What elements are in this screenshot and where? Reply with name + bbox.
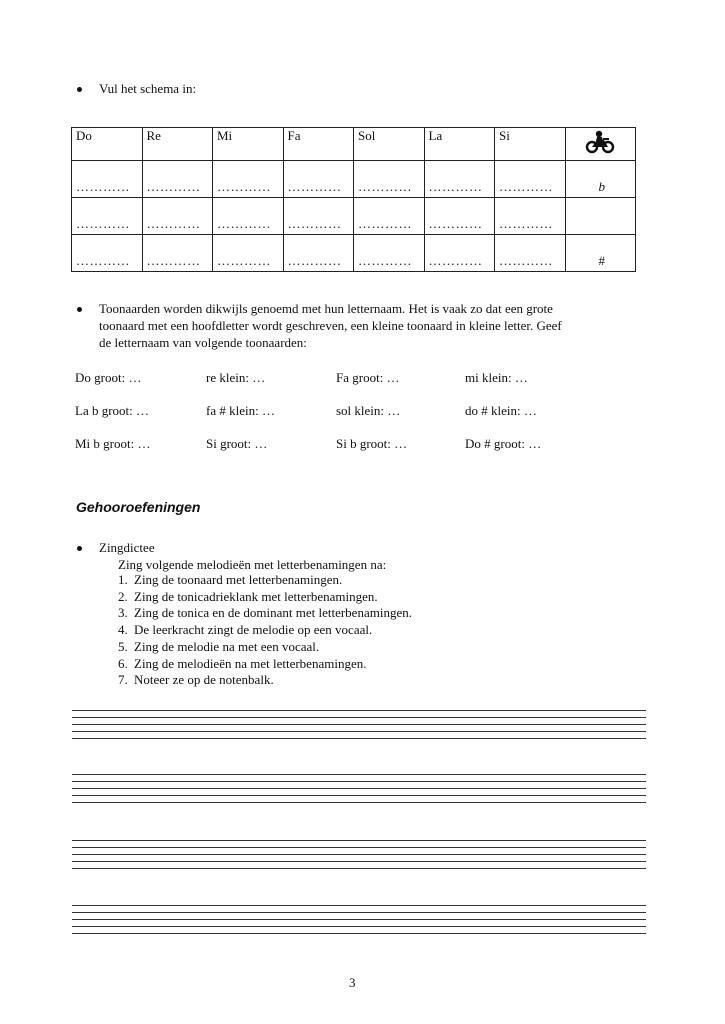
key-instruction-line-1: Toonaarden worden dikwijls genoemd met hun letternaam. Het is vaak zo dat een grote <box>99 301 553 316</box>
key-question: do # klein: … <box>465 403 537 418</box>
schema-header-icon-cell <box>565 128 636 161</box>
key-question: La b groot: … <box>75 403 150 418</box>
schema-cell-blank[interactable]: ………… <box>424 161 495 198</box>
key-question: Do groot: … <box>75 370 142 385</box>
schema-cell-blank[interactable]: ………… <box>495 198 566 235</box>
schema-cell-blank[interactable]: ………… <box>283 161 354 198</box>
note-name-schema <box>71 127 636 272</box>
schema-cell-blank[interactable]: ………… <box>495 161 566 198</box>
key-question: fa # klein: … <box>206 403 275 418</box>
flat-symbol: b <box>565 161 636 198</box>
key-question: Si groot: … <box>206 436 268 451</box>
schema-cell-blank[interactable]: ………… <box>424 235 495 272</box>
schema-header-la: La <box>424 128 495 161</box>
key-question: Fa groot: … <box>336 370 400 385</box>
schema-row-sharp <box>72 235 636 272</box>
list-item: 1. Zing de toonaard met letterbenamingen. <box>118 572 343 587</box>
list-item: 7. Noteer ze op de notenbalk. <box>118 672 274 688</box>
schema-row-flat <box>72 161 636 198</box>
key-question: re klein: … <box>206 370 266 385</box>
key-question: Do # groot: … <box>465 436 542 451</box>
dictation-intro: Zing volgende melodieën met letterbenamingen na: <box>118 557 387 572</box>
dictation-steps <box>118 572 412 689</box>
list-item: 4. De leerkracht zingt de melodie op een vocaal. <box>118 622 373 638</box>
bullet <box>77 87 82 92</box>
schema-cell-blank[interactable]: ………… <box>283 235 354 272</box>
dictation-label: Zingdictee <box>99 540 155 555</box>
schema-cell-blank[interactable]: ………… <box>142 235 213 272</box>
page-number: 3 <box>349 975 356 990</box>
key-question: mi klein: … <box>465 370 528 385</box>
schema-cell-blank[interactable]: ………… <box>142 161 213 198</box>
schema-header-mi: Mi <box>213 128 284 161</box>
bullet <box>77 307 82 312</box>
schema-header-fa: Fa <box>283 128 354 161</box>
schema-header-re: Re <box>142 128 213 161</box>
key-instruction-line-2: toonaard met een hoofdletter wordt geschreven, een kleine toonaard in kleine letter. Geef <box>99 318 562 333</box>
list-item: 5. Zing de melodie na met een vocaal. <box>118 638 320 654</box>
motorcycle-rider-icon <box>585 130 615 154</box>
schema-cell-blank[interactable]: ………… <box>72 161 143 198</box>
schema-cell-blank[interactable]: ………… <box>354 198 425 235</box>
schema-cell-blank[interactable]: ………… <box>283 198 354 235</box>
schema-cell-blank[interactable]: ………… <box>72 235 143 272</box>
key-instruction-line-3: de letternaam van volgende toonaarden: <box>99 335 307 350</box>
schema-row-natural <box>72 198 636 235</box>
schema-cell-blank[interactable]: ………… <box>142 198 213 235</box>
schema-cell-blank[interactable]: ………… <box>213 161 284 198</box>
list-item: 2. Zing de tonicadrieklank met letterbenamingen. <box>118 588 378 604</box>
schema-cell-blank[interactable]: ………… <box>354 161 425 198</box>
sharp-symbol: # <box>565 235 636 272</box>
section-title: Gehooroefeningen <box>76 499 201 515</box>
schema-cell-blank[interactable]: ………… <box>424 198 495 235</box>
key-question: Si b groot: … <box>336 436 408 451</box>
list-item: 3. Zing de tonica en de dominant met letterbenamingen. <box>118 605 412 621</box>
schema-cell-blank[interactable]: ………… <box>213 198 284 235</box>
schema-cell-blank[interactable]: ………… <box>72 198 143 235</box>
schema-cell-blank[interactable]: ………… <box>495 235 566 272</box>
schema-cell-blank[interactable]: ………… <box>213 235 284 272</box>
schema-header-do: Do <box>72 128 143 161</box>
empty-symbol-cell <box>565 198 636 235</box>
key-question: sol klein: … <box>336 403 401 418</box>
key-question: Mi b groot: … <box>75 436 151 451</box>
schema-header-si: Si <box>495 128 566 161</box>
schema-header-sol: Sol <box>354 128 425 161</box>
bullet <box>77 546 82 551</box>
instruction-fill-schema: Vul het schema in: <box>99 81 197 96</box>
list-item: 6. Zing de melodieën na met letterbenamingen. <box>118 655 367 671</box>
schema-cell-blank[interactable]: ………… <box>354 235 425 272</box>
schema-header-row <box>72 128 636 161</box>
